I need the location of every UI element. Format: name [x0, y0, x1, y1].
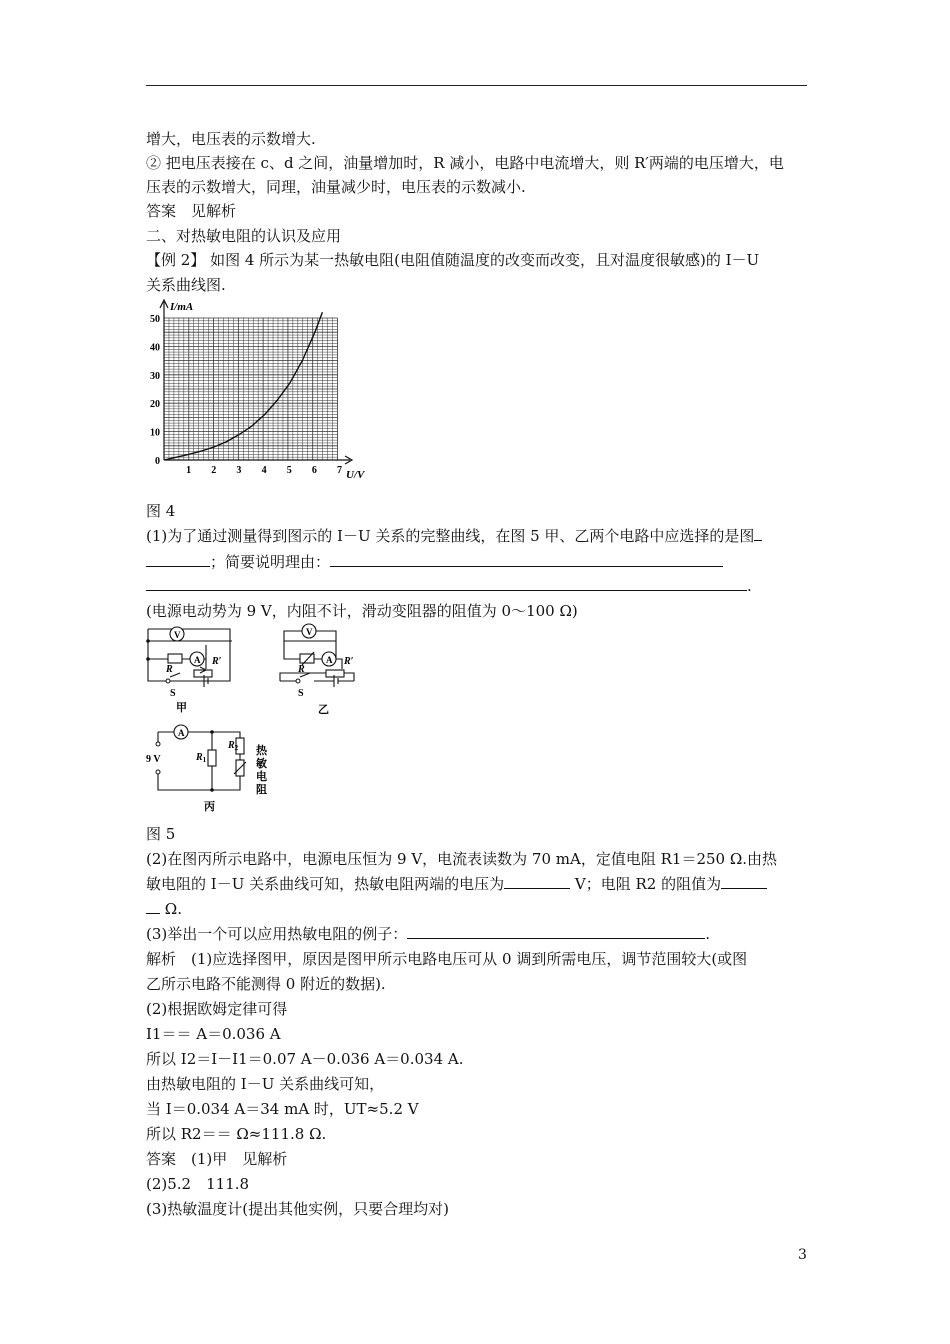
text-line: ② 把电压表接在 c、d 之间，油量增加时，R 减小，电路中电流增大，则 R′两端的电压增大，电 — [146, 154, 784, 172]
thermistor-label: 敏 — [256, 758, 267, 770]
question-1 — [146, 526, 762, 546]
solution-line: 所以 R2＝＝ Ω≈111.8 Ω. — [146, 1125, 327, 1143]
y-tick-label: 50 — [150, 314, 160, 325]
iu-curve-chart — [140, 296, 380, 486]
q1-text: ；简要说明理由： — [210, 553, 331, 571]
circuit-yi — [276, 619, 371, 715]
solution-line: 所以 I2＝I－I1＝0.07 A－0.036 A＝0.034 A. — [146, 1050, 464, 1068]
solution-line: I1＝＝ A＝0.036 A — [146, 1025, 281, 1043]
r2-label: $R_2$ — [228, 740, 239, 752]
x-tick-label: 4 — [261, 465, 267, 476]
switch-label: S — [170, 688, 176, 699]
page-number: 3 — [798, 1247, 807, 1263]
question-2-cont — [146, 899, 182, 919]
solution-line: (2)根据欧姆定律可得 — [146, 1000, 288, 1018]
q1-text: (1)为了通过测量得到图示的 I－U 关系的完整曲线，在图 5 甲、乙两个电路中应选择的是图 — [146, 527, 755, 545]
question-3 — [146, 924, 710, 944]
resistor-label: R — [298, 664, 305, 675]
x-tick-label: 6 — [311, 465, 317, 476]
answer-blank[interactable] — [721, 874, 767, 889]
y-tick-label: 20 — [150, 399, 160, 411]
rheostat-label: R′ — [212, 656, 222, 667]
answer-blank[interactable] — [754, 526, 762, 541]
voltmeter-label: V — [174, 630, 181, 640]
y-axis-label: I/mA — [170, 301, 194, 313]
solution-line: 由热敏电阻的 I－U 关系曲线可知， — [146, 1075, 385, 1093]
thermistor-label: 阻 — [256, 784, 267, 796]
period: . — [747, 577, 752, 595]
x-tick-label: 5 — [286, 465, 292, 476]
x-tick-label: 1 — [186, 465, 192, 476]
q3-text: (3)举出一个可以应用热敏电阻的例子： — [146, 925, 408, 943]
header-rule — [146, 85, 807, 86]
answer-line: (2)5.2 111.8 — [146, 1175, 250, 1193]
answer-line: 答案 见解析 — [146, 202, 237, 220]
y-tick-label: 30 — [150, 370, 160, 382]
text-line: 增大，电压表的示数增大. — [146, 130, 316, 148]
question-1-note: (电源电动势为 9 V，内阻不计，滑动变阻器的阻值为 0～100 Ω) — [146, 602, 578, 620]
thermistor-label: 电 — [256, 771, 267, 783]
section-heading: 二、对热敏电阻的认识及应用 — [146, 227, 342, 245]
x-axis-label: U/V — [346, 469, 365, 481]
question-1-cont — [146, 576, 752, 596]
answer-blank[interactable] — [146, 576, 747, 591]
y-tick-label: 10 — [150, 427, 160, 439]
y-tick-label: 0 — [155, 456, 160, 467]
question-2: (2)在图丙所示电路中，电源电压恒为 9 V，电流表读数为 70 mA，定值电阻 R1＝250 Ω.由热 — [146, 850, 778, 868]
answer-line: (3)热敏温度计(提出其他实例，只要合理均对) — [146, 1200, 449, 1218]
answer-blank[interactable] — [146, 552, 210, 567]
question-1-cont — [146, 552, 723, 572]
figure-caption: 图 4 — [146, 502, 176, 520]
answer-line: 答案 (1)甲 见解析 — [146, 1150, 288, 1168]
answer-blank[interactable] — [146, 899, 160, 914]
circuit-label: 甲 — [176, 702, 187, 714]
answer-blank[interactable] — [330, 552, 723, 567]
y-tick-label: 40 — [150, 342, 160, 354]
switch-label: S — [298, 688, 304, 699]
circuit-label: 丙 — [204, 801, 215, 813]
period: . — [705, 925, 711, 943]
resistor-label: R — [166, 664, 173, 675]
q2-text: 敏电阻的 I－U 关系曲线可知，热敏电阻两端的电压为 — [146, 875, 505, 893]
q2-text: Ω. — [160, 900, 182, 918]
ammeter-label: A — [326, 655, 333, 665]
x-tick-label: 7 — [337, 465, 342, 476]
circuit-jia — [144, 619, 239, 715]
q2-text: V；电阻 R2 的阻值为 — [570, 875, 722, 893]
figure-caption: 图 5 — [146, 825, 176, 843]
answer-blank[interactable] — [504, 874, 570, 889]
voltmeter-label: V — [306, 627, 313, 637]
rheostat-label: R′ — [344, 656, 354, 667]
ammeter-label: A — [178, 728, 185, 738]
text-line: 关系曲线图. — [146, 276, 226, 294]
solution-line: 解析 (1)应选择图甲，原因是图甲所示电路电压可从 0 调到所需电压，调节范围较大(或图 — [146, 950, 748, 968]
circuit-label: 乙 — [318, 704, 329, 715]
question-2-cont — [146, 874, 767, 894]
r1-label: $R_1$ — [196, 752, 207, 764]
x-tick-label: 2 — [211, 465, 217, 476]
example-heading: 【例 2】 如图 4 所示为某一热敏电阻(电阻值随温度的改变而改变，且对温度很敏感)的 I－U — [146, 251, 760, 269]
solution-line: 当 I＝0.034 A＝34 mA 时，UT≈5.2 V — [146, 1100, 419, 1118]
text-line: 压表的示数增大，同理，油量减少时，电压表的示数减小. — [146, 178, 526, 196]
x-tick-label: 3 — [236, 465, 242, 476]
circuit-bing — [144, 716, 284, 816]
ammeter-label: A — [194, 655, 201, 665]
source-voltage-label: 9 V — [146, 754, 161, 765]
answer-blank[interactable] — [407, 924, 705, 939]
solution-line: 乙所示电路不能测得 0 附近的数据). — [146, 975, 386, 993]
thermistor-label: 热 — [256, 745, 267, 757]
